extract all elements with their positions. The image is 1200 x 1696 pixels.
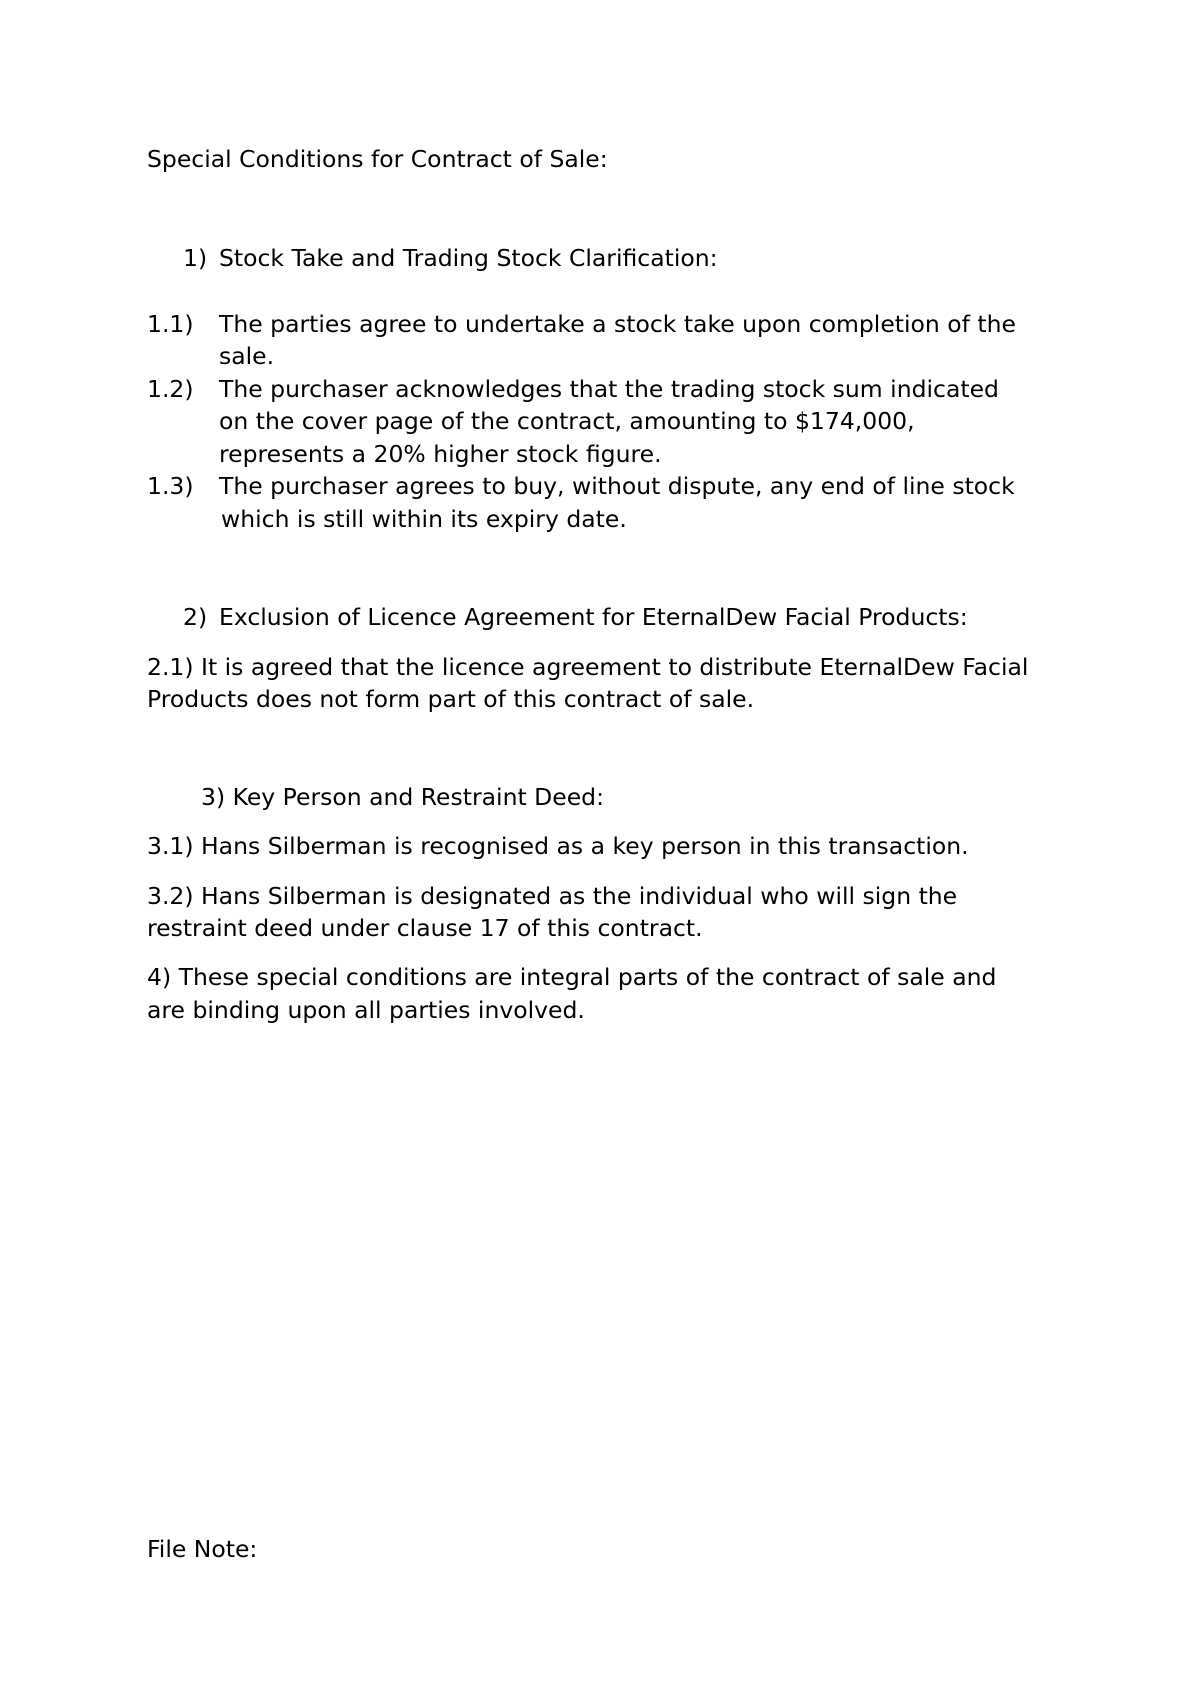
clause-1-3-line-2: which is still within its expiry date.	[221, 505, 627, 533]
section-2-heading: Exclusion of Licence Agreement for EternalDew Facial Products:	[219, 603, 968, 631]
section-1-heading: Stock Take and Trading Stock Clarification:	[219, 244, 718, 272]
section-2-number: 2)	[183, 603, 208, 631]
clause-1-2-line-3: represents a 20% higher stock figure.	[219, 440, 662, 468]
clause-1-1-number: 1.1)	[147, 310, 194, 338]
section-1-number: 1)	[183, 244, 208, 272]
file-note-label: File Note:	[147, 1535, 258, 1563]
clause-1-2-line-1: The purchaser acknowledges that the trading stock sum indicated	[219, 375, 999, 403]
clause-2-1-line-1: 2.1) It is agreed that the licence agreement to distribute EternalDew Facial	[147, 653, 1029, 681]
clause-1-3-line-1: The purchaser agrees to buy, without dispute, any end of line stock	[219, 472, 1015, 500]
document-title: Special Conditions for Contract of Sale:	[147, 145, 608, 173]
section-3-heading: 3) Key Person and Restraint Deed:	[201, 783, 604, 811]
clause-1-1-line-1: The parties agree to undertake a stock take upon completion of the	[219, 310, 1016, 338]
clause-1-1-line-2: sale.	[219, 342, 275, 370]
clause-1-2-number: 1.2)	[147, 375, 194, 403]
clause-3-1: 3.1) Hans Silberman is recognised as a key person in this transaction.	[147, 832, 969, 860]
clause-4-line-2: are binding upon all parties involved.	[147, 996, 585, 1024]
clause-1-3-number: 1.3)	[147, 472, 194, 500]
clause-1-2-line-2: on the cover page of the contract, amounting to $174,000,	[219, 407, 915, 435]
clause-2-1-line-2: Products does not form part of this contract of sale.	[147, 685, 755, 713]
clause-3-2-line-2: restraint deed under clause 17 of this contract.	[147, 914, 703, 942]
clause-3-2-line-1: 3.2) Hans Silberman is designated as the individual who will sign the	[147, 882, 958, 910]
clause-4-line-1: 4) These special conditions are integral parts of the contract of sale and	[147, 963, 997, 991]
